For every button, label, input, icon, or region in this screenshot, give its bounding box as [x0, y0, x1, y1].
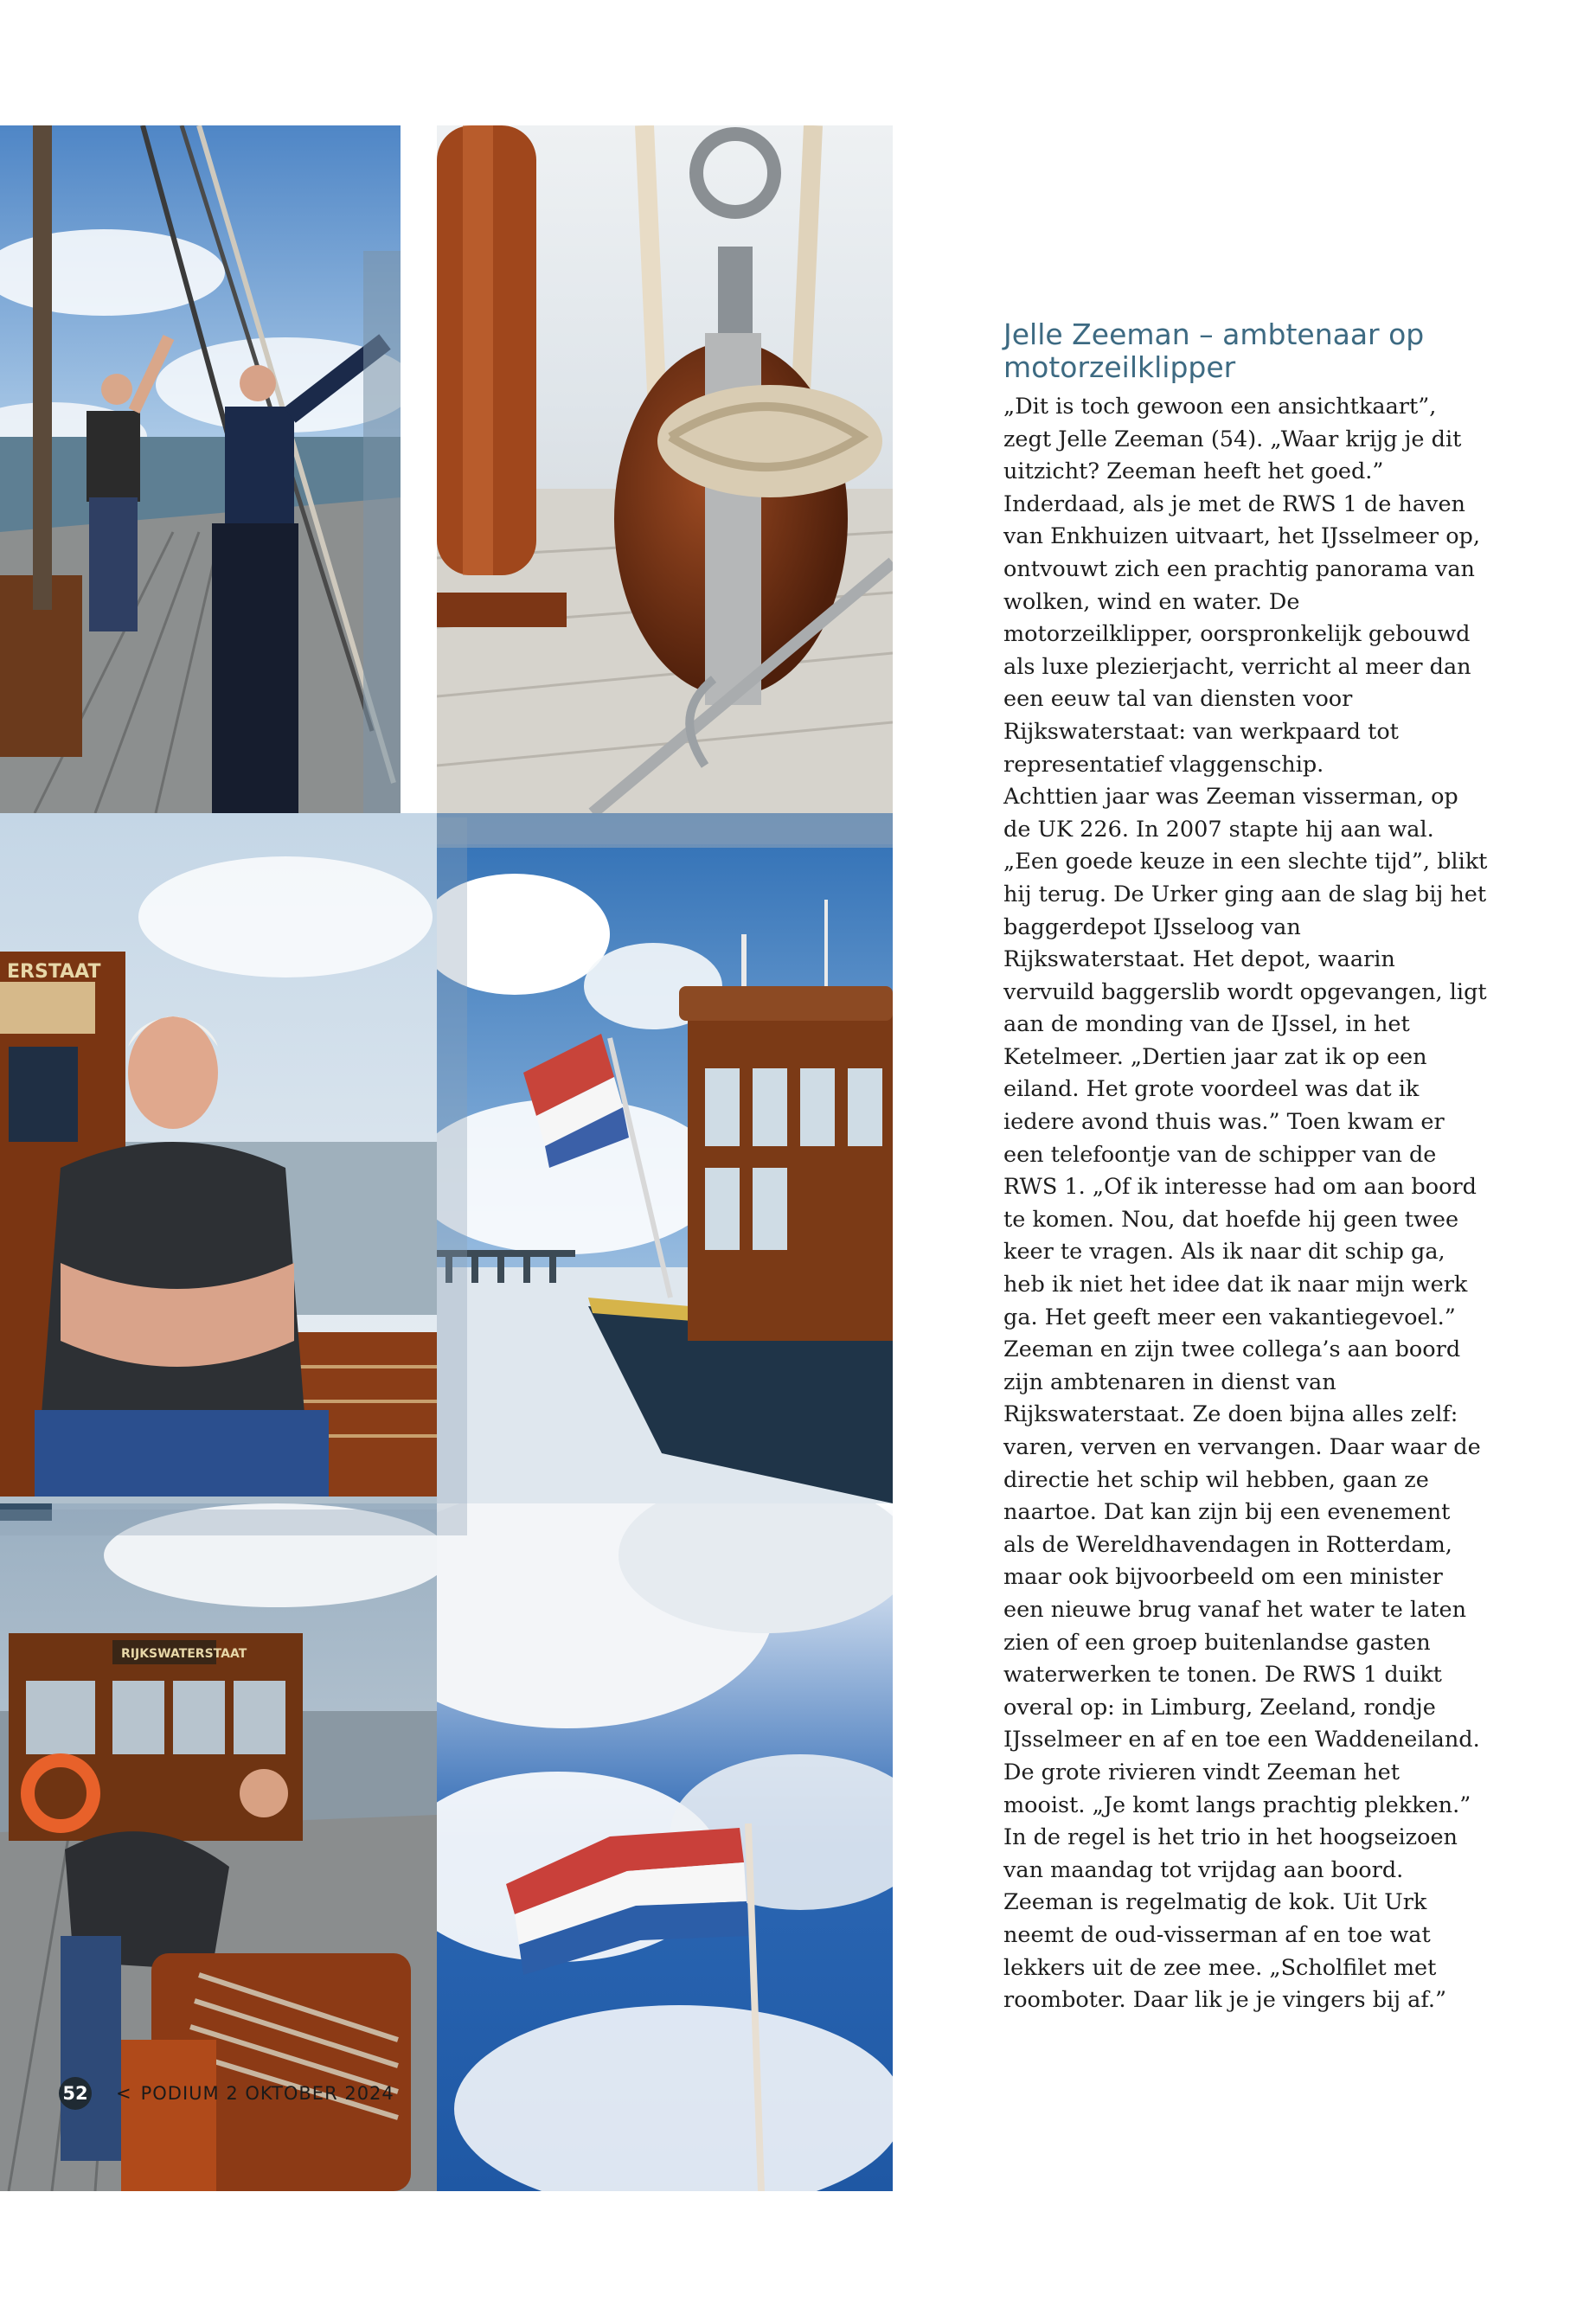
footer-separator: <: [116, 2083, 132, 2104]
photo-frame-accent: [437, 813, 893, 844]
page-number: 52: [59, 2077, 92, 2110]
photo-crew-on-deck: [0, 125, 401, 813]
article-paragraph-1: „Dit is toch gewoon een ansichtkaart”, zegt Jelle Zeeman (54). „Waar krijg je dit uitzicht? Zeeman heeft het goed.” Inderdaad, als je met de RWS 1 de haven van Enkhuizen uitvaart, het IJsselmeer op, ontvouwt zich een prachtig panorama van wolken, wind en water. De motorzeilklipper, oorspronkelijk gebouwd als luxe plezierjacht, verricht al meer dan een eeuw tal van diensten voor Rijkswaterstaat: van werkpaard tot representatief vlaggenschip.: [1003, 394, 1480, 778]
article-paragraph-3: De grote rivieren vindt Zeeman het mooist. „Je komt langs prachtig plekken.” In de regel is het trio in het hoogseizoen van maandag tot vrijdag aan boord. Zeeman is regelmatig de kok. Uit Urk neemt de oud-visserman af en toe wat lekkers uit de zee mee. „Scholfilet met roomboter. Daar lik je je vingers bij af.”: [1003, 1759, 1471, 2014]
photo-portrait-jelle-zeeman: [0, 813, 437, 1503]
photo-frame-accent: [437, 817, 467, 1509]
page-footer: [59, 2076, 394, 2111]
ship-sign-partial: ERSTAAT: [7, 961, 101, 983]
issue-info: [107, 2083, 394, 2104]
photo-pulley-closeup: [437, 125, 893, 813]
ship-sign: RIJKSWATERSTAAT: [121, 1647, 247, 1661]
article-headline: Jelle Zeeman – ambtenaar op motorzeilklipper: [1003, 317, 1425, 384]
photo-frame-accent: [0, 1509, 467, 1535]
article: [1003, 318, 1488, 2017]
issue-label: PODIUM 2 OKTOBER 2024: [140, 2083, 394, 2104]
article-paragraph-2: Achttien jaar was Zeeman visserman, op de UK 226. In 2007 stapte hij aan wal. „Een goede keuze in een slechte tijd”, blikt hij terug. De Urker ging aan de slag bij het baggerdepot IJsseloog van Rijkswaterstaat. Het depot, waarin vervuild baggerslib wordt opgevangen, ligt aan de monding van de IJssel, in het Ketelmeer. „Dertien jaar zat ik op een eiland. Het grote voordeel was dat ik iedere avond thuis was.” Toen kwam er een telefoontje van de schipper van de RWS 1. „Of ik interesse had om aan boord te komen. Nou, dat hoefde hij geen twee keer te vragen. Als ik naar dit schip ga, heb ik niet het idee dat ik naar mijn werk ga. Het geeft meer een vakantiegevoel.” Zeeman en zijn twee collega’s aan boord zijn ambtenaren in dienst van Rijkswaterstaat. Ze doen bijna alles zelf: varen, verven en vervangen. Daar waar de directie het schip wil hebben, gaan ze naartoe. Dat kan zijn bij een evenement als de Wereldhavendagen in Rotterdam, maar ook bijvoorbeeld om een minister een nieuwe brug vanaf het water te laten zien of een groep buitenlandse gasten waterwerken te tonen. De RWS 1 duikt overal op: in Limburg, Zeeland, rondje IJsselmeer en af en toe een Waddeneiland.: [1003, 784, 1488, 1753]
photo-flag-clouds: [437, 1503, 893, 2191]
photo-ship-with-flag: [437, 813, 893, 1503]
